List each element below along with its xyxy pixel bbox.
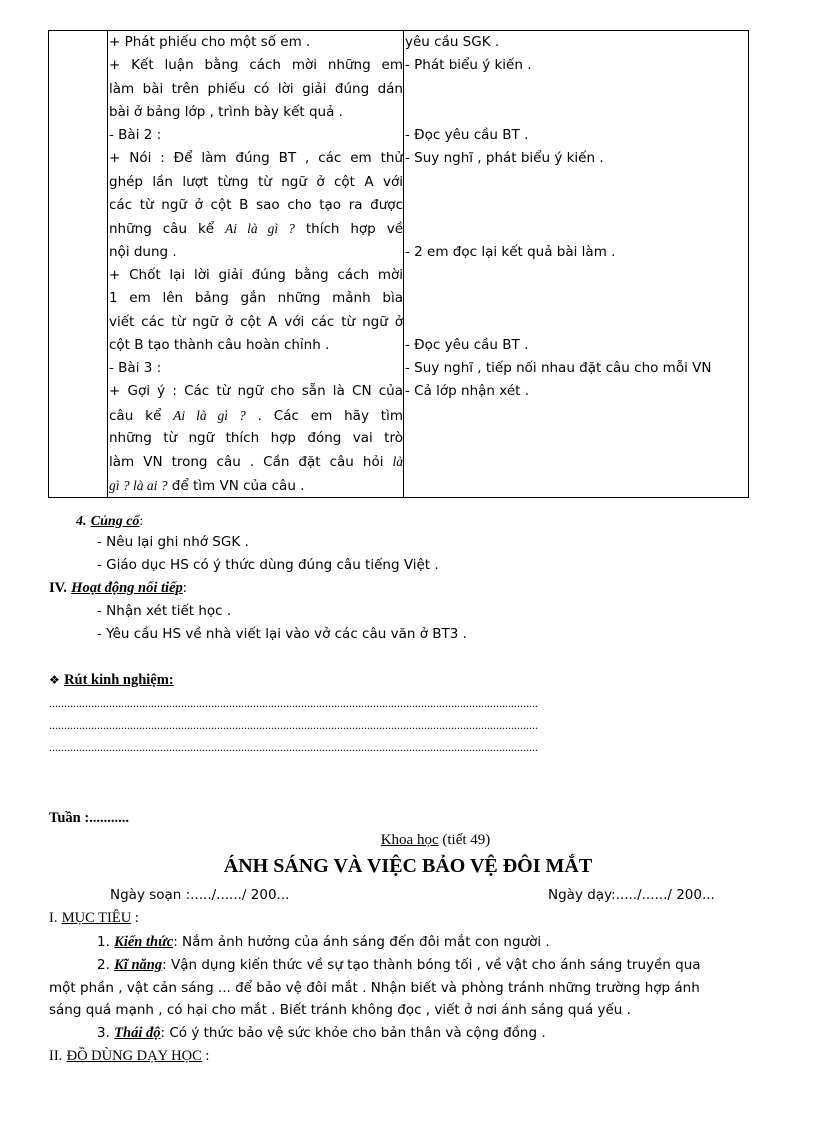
week-label: Tuần :........... <box>49 810 130 826</box>
dotted-line: ................................................................................................................................................................... <box>49 718 538 732</box>
skills-line: một phần , vật cản sáng ... để bảo vệ đôi mắt . Nhận biết và phòng tránh những trường hợp ánh <box>49 980 700 996</box>
skills-line <box>97 955 701 975</box>
student-line <box>404 264 748 287</box>
diamond-bullet-icon: ❖ <box>49 673 60 687</box>
dotted-line: ................................................................................................................................................................... <box>49 696 538 710</box>
cung-co-num: 4. <box>76 514 87 529</box>
table-cell-step <box>49 31 108 498</box>
cung-co-heading <box>76 511 143 532</box>
objectives-heading <box>49 908 139 928</box>
teacher-line-italic <box>108 474 403 497</box>
teacher-line: ghép lần lượt từng từ ngữ ở cột A với <box>109 173 403 190</box>
rut-kinh-nghiem-heading <box>49 670 174 690</box>
knowledge-line <box>97 932 550 952</box>
table-cell-teacher-activity <box>108 31 404 498</box>
noi-tiep-item: - Nhận xét tiết học . <box>97 603 232 619</box>
skills-label: Kĩ năng <box>114 957 163 973</box>
teacher-line-italic-part: gì ? là ai ? <box>109 477 168 493</box>
lesson-number: (tiết 49) <box>442 832 491 848</box>
student-line: - Đọc yêu cầu BT . <box>405 127 529 144</box>
skills-text: : Vận dụng kiến thức về sự tạo thành bóng tối , về vật cho ánh sáng truyền qua <box>162 957 701 973</box>
teacher-line-italic-part: Ai là gì ? <box>225 221 295 237</box>
skills-line: sáng quá mạnh , có hại cho mắt . Biết tránh không đọc , viết ở nơi ánh sáng quá yếu . <box>49 1002 631 1018</box>
cung-co-colon: : <box>139 514 144 529</box>
prep-date: Ngày soạn :...../....../ 200... <box>110 887 290 903</box>
teach-date: Ngày dạy:...../....../ 200... <box>548 887 715 903</box>
teacher-line: + Gợi ý : Các từ ngữ cho sẵn là CN của <box>109 383 403 400</box>
student-line <box>404 217 748 240</box>
subject-line <box>0 832 816 849</box>
subject-name: Khoa học <box>380 832 439 848</box>
student-line: - Phát biểu ý kiến . <box>405 57 532 74</box>
teacher-line: bài ở bảng lớp , trình bày kết quả . <box>109 103 343 120</box>
teacher-line-part: . Các em hãy tìm <box>245 407 403 424</box>
noi-tiep-heading <box>49 578 187 598</box>
student-line: yêu cầu SGK . <box>405 34 500 50</box>
table-cell-student-activity <box>404 31 749 498</box>
student-line: - 2 em đọc lại kết quả bài làm . <box>405 243 616 260</box>
teacher-line-part: để tìm VN của câu . <box>167 477 305 494</box>
teacher-line-italic <box>108 450 403 473</box>
student-line <box>404 311 748 334</box>
rut-kinh-nghiem-title: Rút kinh nghiệm: <box>64 672 174 688</box>
attitude-label: Thái độ <box>114 1025 161 1041</box>
student-line: - Suy nghĩ , phát biểu ý kiến . <box>405 150 604 167</box>
teacher-line-italic <box>108 404 403 427</box>
objectives-title: MỤC TIÊU <box>61 910 132 926</box>
knowledge-text: : Nắm ảnh hưởng của ánh sáng đến đôi mắt con người . <box>173 934 550 950</box>
student-line <box>404 194 748 217</box>
teacher-line: 1 em lên bảng gắn những mảnh bìa <box>109 290 403 307</box>
teacher-line-part: thích hợp về <box>294 221 403 238</box>
teacher-line: + Phát phiếu cho một số em . <box>109 34 311 50</box>
teacher-line-part: làm VN trong câu . Cần đặt câu hỏi <box>109 454 393 471</box>
item-number: 2. <box>97 957 115 973</box>
item-number: 1. <box>97 934 115 950</box>
knowledge-label: Kiến thức <box>114 934 174 950</box>
teacher-line: + Chốt lại lời giải đúng bằng cách mời <box>109 266 403 283</box>
lesson-activity-table <box>48 30 749 498</box>
objectives-num: I. <box>49 910 58 926</box>
attitude-line <box>97 1023 546 1043</box>
student-line <box>404 78 748 101</box>
noi-tiep-title: Hoạt động nối tiếp <box>71 580 183 596</box>
teacher-line: nội dung . <box>109 243 177 260</box>
student-line: - Suy nghĩ , tiếp nối nhau đặt câu cho mỗi VN <box>405 360 712 377</box>
teacher-line-part: những câu kể <box>109 221 226 238</box>
student-line: - Cả lớp nhận xét . <box>405 383 530 400</box>
attitude-text: : Có ý thức bảo vệ sức khỏe cho bản thân và cộng đồng . <box>160 1025 546 1041</box>
teacher-line-italic-part: Ai là gì ? <box>173 407 246 423</box>
objectives-colon: : <box>131 910 139 926</box>
teacher-line-italic <box>108 217 403 240</box>
student-line <box>404 101 748 124</box>
student-line <box>404 171 748 194</box>
materials-colon: : <box>201 1048 210 1064</box>
student-line: - Đọc yêu cầu BT . <box>405 336 529 353</box>
teacher-line: + Kết luận bằng cách mời những em <box>109 57 403 74</box>
noi-tiep-item: - Yêu cầu HS về nhà viết lại vào vở các câu văn ở BT3 . <box>97 626 467 642</box>
teacher-line: + Nói : Để làm đúng BT , các em thử <box>109 150 403 167</box>
teacher-line: cột B tạo thành câu hoàn chỉnh . <box>109 336 330 353</box>
teacher-line: làm bài trên phiếu có lời giải đúng dán <box>109 80 403 97</box>
teacher-line: những từ ngữ thích hợp đóng vai trò <box>109 430 403 447</box>
lesson-title: ÁNH SÁNG VÀ VIỆC BẢO VỆ ĐÔI MẮT <box>223 855 593 877</box>
item-number: 3. <box>97 1025 115 1041</box>
cung-co-title: Củng cố <box>90 514 140 529</box>
noi-tiep-colon: : <box>182 580 187 596</box>
teacher-line-italic-part: là <box>392 454 403 470</box>
teacher-line: viết các từ ngữ ở cột A với các từ ngữ ở <box>109 313 403 330</box>
dotted-line: ................................................................................................................................................................... <box>49 740 538 754</box>
cung-co-item: - Giáo dục HS có ý thức dùng đúng câu tiếng Việt . <box>97 557 439 573</box>
teacher-line-part: câu kể <box>109 407 174 424</box>
teacher-line: - Bài 2 : <box>109 127 162 144</box>
materials-heading <box>49 1046 209 1066</box>
materials-num: II. <box>49 1048 63 1064</box>
cung-co-item: - Nêu lại ghi nhớ SGK . <box>97 534 249 550</box>
teacher-line: - Bài 3 : <box>109 360 162 377</box>
noi-tiep-num: IV. <box>49 580 67 596</box>
student-line <box>404 287 748 310</box>
materials-title: ĐỒ DÙNG DẠY HỌC <box>66 1048 202 1064</box>
teacher-line: các từ ngữ ở cột B sao cho tạo ra được <box>109 197 403 214</box>
